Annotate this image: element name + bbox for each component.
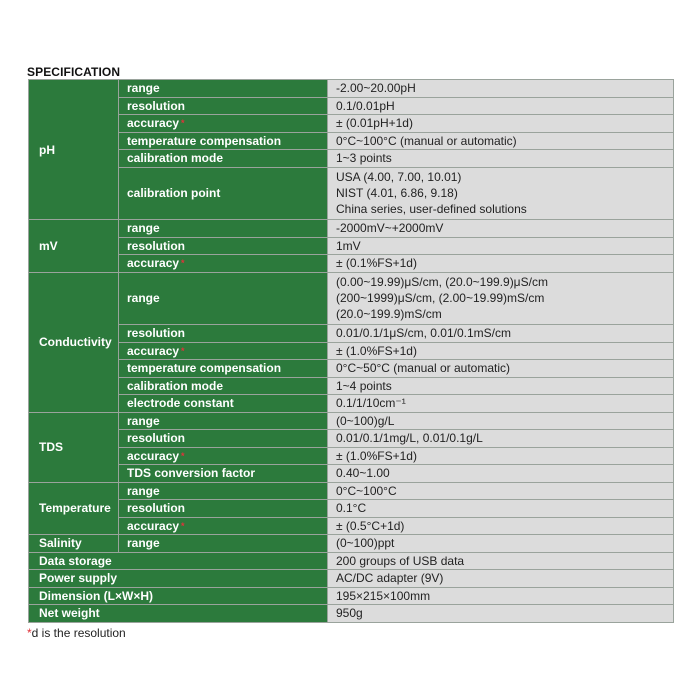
spec-row (29, 447, 674, 465)
value-cell (328, 272, 674, 325)
param-cell (119, 517, 328, 535)
param-cell (119, 535, 328, 553)
value-text: 0.01/0.1/1μS/cm, 0.01/0.1mS/cm (336, 326, 511, 341)
param-cell (119, 80, 328, 98)
param-cell (119, 272, 328, 325)
category-label: pH (39, 142, 55, 157)
param-label: range (127, 291, 160, 306)
param-cell (119, 447, 328, 465)
value-cell (328, 150, 674, 168)
param-cell (119, 500, 328, 518)
spec-row (29, 167, 674, 220)
value-cell (328, 535, 674, 553)
value-cell (328, 517, 674, 535)
param-cell (119, 377, 328, 395)
spec-row (29, 80, 674, 98)
value-text: China series, user-defined solutions (336, 202, 527, 217)
category-cell-mv (29, 220, 119, 273)
category-cell-temperature (29, 482, 119, 535)
value-text: -2000mV~+2000mV (336, 221, 444, 236)
spec-row (29, 482, 674, 500)
value-text: 0.40~1.00 (336, 466, 390, 481)
value-cell (328, 237, 674, 255)
value-cell (328, 360, 674, 378)
value-cell (328, 97, 674, 115)
value-text: ± (0.5°C+1d) (336, 518, 405, 533)
param-label: range (127, 221, 160, 236)
spec-table-body (29, 80, 674, 623)
param-label: accuracy (127, 116, 180, 131)
spec-row (29, 132, 674, 150)
param-label: resolution (127, 501, 186, 516)
param-cell (119, 430, 328, 448)
footnote-marker: * (181, 520, 185, 531)
value-text: 0°C~50°C (manual or automatic) (336, 361, 511, 376)
param-label: resolution (127, 98, 186, 113)
param-cell (119, 482, 328, 500)
value-text: ± (1.0%FS+1d) (336, 448, 417, 463)
param-label: accuracy (127, 448, 180, 463)
value-text: 0.01/0.1/1mg/L, 0.01/0.1g/L (336, 431, 483, 446)
general-value: 950g (336, 606, 363, 621)
footnote-marker: * (181, 258, 185, 269)
param-label: temperature compensation (127, 361, 282, 376)
param-cell (119, 465, 328, 483)
footnote-marker: * (181, 450, 185, 461)
value-cell (328, 412, 674, 430)
spec-row (29, 325, 674, 343)
general-row (29, 552, 674, 570)
value-cell (328, 482, 674, 500)
param-label: accuracy (127, 256, 180, 271)
param-cell (119, 237, 328, 255)
category-label: mV (39, 238, 58, 253)
value-cell (328, 377, 674, 395)
param-cell (119, 167, 328, 220)
category-cell-salinity (29, 535, 119, 553)
value-text: (0~100)g/L (336, 413, 395, 428)
param-label: calibration mode (127, 378, 224, 393)
param-label: range (127, 536, 160, 551)
general-value-cell (328, 570, 674, 588)
page-title: SPECIFICATION (27, 65, 121, 79)
general-value-cell (328, 605, 674, 623)
value-cell (328, 500, 674, 518)
value-text: ± (0.1%FS+1d) (336, 256, 417, 271)
general-label-cell (29, 605, 328, 623)
spec-row (29, 360, 674, 378)
general-label-cell (29, 570, 328, 588)
general-value-cell (328, 552, 674, 570)
general-value: AC/DC adapter (9V) (336, 571, 444, 586)
footnote-star: * (27, 626, 32, 640)
value-text: USA (4.00, 7.00, 10.01) (336, 170, 462, 185)
param-label: temperature compensation (127, 133, 282, 148)
value-text: (200~1999)μS/cm, (2.00~19.99)mS/cm (336, 291, 545, 306)
spec-row (29, 342, 674, 360)
category-cell-tds (29, 412, 119, 482)
value-text: 1mV (336, 238, 361, 253)
param-label: range (127, 413, 160, 428)
spec-row (29, 150, 674, 168)
param-cell (119, 220, 328, 238)
spec-row (29, 97, 674, 115)
value-text: 0°C~100°C (manual or automatic) (336, 133, 517, 148)
value-cell (328, 167, 674, 220)
param-label: TDS conversion factor (127, 466, 256, 481)
general-row (29, 605, 674, 623)
value-cell (328, 220, 674, 238)
param-label: calibration mode (127, 151, 224, 166)
spec-row (29, 517, 674, 535)
general-label-cell (29, 587, 328, 605)
category-label: Salinity (39, 536, 82, 551)
category-cell-ph (29, 80, 119, 220)
general-label-cell (29, 552, 328, 570)
spec-row (29, 220, 674, 238)
general-label: Data storage (39, 553, 112, 568)
param-cell (119, 395, 328, 413)
value-cell (328, 395, 674, 413)
param-cell (119, 412, 328, 430)
value-text: 1~3 points (336, 151, 392, 166)
param-label: range (127, 81, 160, 96)
param-cell (119, 97, 328, 115)
category-label: Temperature (39, 501, 111, 516)
general-row (29, 587, 674, 605)
param-label: accuracy (127, 343, 180, 358)
param-cell (119, 360, 328, 378)
category-label: TDS (39, 440, 63, 454)
value-cell (328, 115, 674, 133)
value-text: 0.1/0.01pH (336, 98, 395, 113)
value-text: ± (0.01pH+1d) (336, 116, 413, 131)
general-value: 195×215×100mm (336, 588, 431, 603)
spec-row (29, 430, 674, 448)
general-value-cell (328, 587, 674, 605)
spec-row (29, 500, 674, 518)
spec-row (29, 535, 674, 553)
spec-row (29, 255, 674, 273)
footnote-marker: * (181, 345, 185, 356)
spec-row (29, 272, 674, 325)
param-cell (119, 115, 328, 133)
param-label: calibration point (127, 186, 221, 201)
category-cell-conductivity (29, 272, 119, 412)
value-text: -2.00~20.00pH (336, 81, 416, 96)
param-cell (119, 255, 328, 273)
value-cell (328, 342, 674, 360)
general-label: Dimension (L×W×H) (39, 588, 154, 603)
spec-row (29, 412, 674, 430)
footnote (27, 626, 126, 640)
value-text: 0.1°C (336, 501, 367, 516)
value-text: 0°C~100°C (336, 483, 397, 498)
param-label: resolution (127, 326, 186, 341)
spec-row (29, 377, 674, 395)
param-cell (119, 342, 328, 360)
param-cell (119, 132, 328, 150)
param-label: range (127, 483, 160, 498)
footnote-marker: * (181, 118, 185, 129)
spec-table (28, 79, 674, 623)
spec-row (29, 237, 674, 255)
value-cell (328, 465, 674, 483)
value-text: (0.00~19.99)μS/cm, (20.0~199.9)μS/cm (336, 275, 548, 290)
param-cell (119, 150, 328, 168)
category-label: Conductivity (39, 335, 112, 349)
value-text: (0~100)ppt (336, 536, 395, 551)
spec-row (29, 115, 674, 133)
value-cell (328, 430, 674, 448)
value-cell (328, 325, 674, 343)
param-label: resolution (127, 238, 186, 253)
spec-row (29, 395, 674, 413)
general-label: Net weight (39, 606, 100, 621)
general-label: Power supply (39, 571, 118, 586)
general-value: 200 groups of USB data (336, 553, 465, 568)
value-cell (328, 80, 674, 98)
value-text: 1~4 points (336, 378, 392, 393)
param-label: accuracy (127, 518, 180, 533)
param-cell (119, 325, 328, 343)
value-cell (328, 255, 674, 273)
footnote-text: d is the resolution (31, 626, 126, 640)
value-text: ± (1.0%FS+1d) (336, 343, 417, 358)
general-row (29, 570, 674, 588)
value-cell (328, 447, 674, 465)
param-label: electrode constant (127, 396, 234, 411)
value-text: NIST (4.01, 6.86, 9.18) (336, 186, 458, 201)
spec-row (29, 465, 674, 483)
value-cell (328, 132, 674, 150)
value-text: 0.1/1/10cm⁻¹ (336, 396, 406, 411)
param-label: resolution (127, 431, 186, 446)
value-text: (20.0~199.9)mS/cm (336, 307, 442, 322)
